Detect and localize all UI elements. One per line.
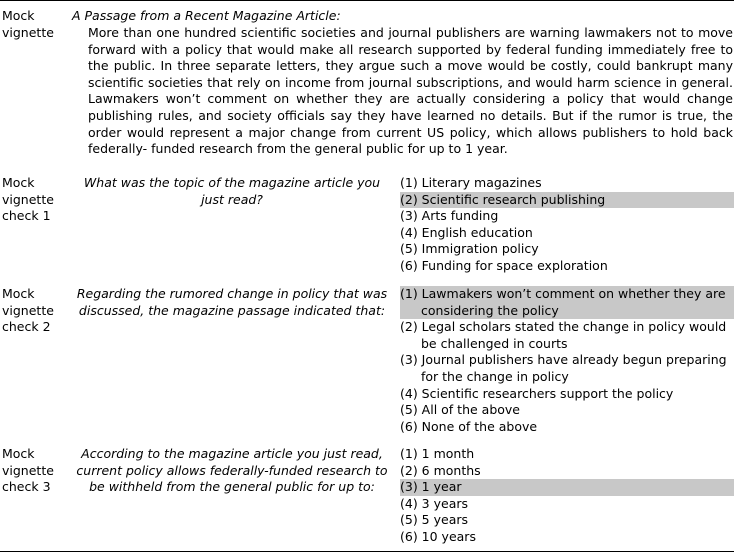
- answer-option: (3) Journal publishers have already begun preparing for the change in policy: [400, 352, 727, 384]
- answer-option: (4) English education: [400, 224, 533, 240]
- passage-text: More than one hundred scientific societies and journal publishers are warning lawmakers not to move forward with a policy that would make all research supported by federal funding immediately free to the public. In three separate letters, they argue such a move would be costly, could bankrupt many scientific societies that rely on income from journal subscriptions, and would harm science in general. Lawmakers won’t comment on whether they are actually considering a policy that would change publishing rules, and society officials say they have learned no details. But if the rumor is true, the order would represent a major change from current US policy, which allows publishers to hold back federally- funded research from the general public for up to 1 year.: [88, 25, 733, 157]
- check-label: Mock vignette check 3: [2, 446, 54, 495]
- vignette-label: Mock vignette: [2, 8, 54, 40]
- answer-option: (2) Legal scholars stated the change in policy would be challenged in courts: [400, 319, 727, 351]
- top-rule: [0, 0, 734, 1]
- answer-option: (4) Scientific researchers support the policy: [400, 385, 674, 401]
- check-label: Mock vignette check 2: [2, 286, 54, 335]
- answer-option: (5) All of the above: [400, 402, 520, 418]
- answer-option: (3) Arts funding: [400, 208, 499, 224]
- answer-option: (3) 1 year: [400, 479, 734, 496]
- answer-option: (1) Literary magazines: [400, 175, 542, 190]
- answer-option: (2) 6 months: [400, 462, 481, 478]
- answer-option: (6) Funding for space exploration: [400, 257, 608, 273]
- option-list: [400, 175, 734, 275]
- answer-option: (6) None of the above: [400, 418, 538, 434]
- answer-option: (5) 5 years: [400, 512, 469, 528]
- answer-option: (4) 3 years: [400, 495, 469, 511]
- bottom-rule: [0, 551, 734, 552]
- answer-option: (5) Immigration policy: [400, 241, 539, 257]
- answer-option: (2) Scientific research publishing: [400, 192, 734, 209]
- answer-option: (1) Lawmakers won’t comment on whether they are considering the policy: [400, 286, 734, 319]
- answer-option: (1) 1 month: [400, 446, 475, 461]
- option-list: [400, 286, 734, 435]
- check-question: According to the magazine article you just read, current policy allows federally-funded research to be withheld from the general public for up to:: [76, 446, 388, 495]
- check-question: Regarding the rumored change in policy that was discussed, the magazine passage indicated that:: [76, 286, 388, 318]
- answer-option: (6) 10 years: [400, 528, 476, 544]
- option-list: [400, 446, 734, 546]
- check-label: Mock vignette check 1: [2, 175, 54, 224]
- check-question: What was the topic of the magazine article you just read?: [83, 175, 381, 207]
- passage-title: A Passage from a Recent Magazine Article:: [72, 8, 341, 23]
